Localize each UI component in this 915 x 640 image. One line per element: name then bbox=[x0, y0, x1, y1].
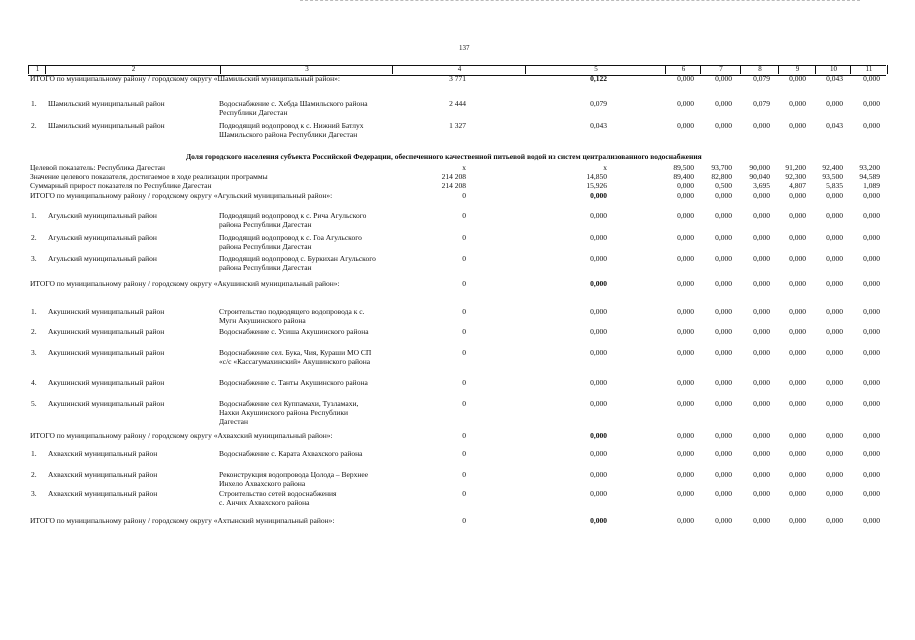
year-value-col10: 0,000 bbox=[826, 470, 843, 479]
year-value-col7: 0,000 bbox=[715, 516, 732, 525]
year-value-col10: 0,043 bbox=[826, 74, 843, 83]
project-description: Инхело Ахвахского района bbox=[219, 479, 306, 488]
project-description: района Республики Дагестан bbox=[219, 242, 312, 251]
year-value-col9: 0,000 bbox=[789, 399, 806, 408]
col5-value: 0,000 bbox=[590, 431, 607, 440]
year-value-col8: 90,000 bbox=[749, 163, 770, 172]
year-value-col10: 0,000 bbox=[826, 233, 843, 242]
year-value-col11: 0,000 bbox=[863, 470, 880, 479]
year-value-col10: 0,000 bbox=[826, 489, 843, 498]
year-value-col7: 0,000 bbox=[715, 211, 732, 220]
header-col-3: 3 bbox=[220, 65, 393, 74]
project-description: Строительство сетей водоснабжения bbox=[219, 489, 337, 498]
year-value-col9: 92,300 bbox=[785, 172, 806, 181]
project-description: Подводящий водопровод с. Буркихан Агульского bbox=[219, 254, 376, 263]
year-value-col6: 0,000 bbox=[677, 327, 694, 336]
col4-value: 214 208 bbox=[441, 181, 466, 190]
year-value-col8: 0,000 bbox=[753, 254, 770, 263]
district-name: Ахвахский муниципальный район bbox=[48, 449, 158, 458]
year-value-col11: 0,000 bbox=[863, 191, 880, 200]
year-value-col7: 0,000 bbox=[715, 327, 732, 336]
col4-value: 0 bbox=[462, 516, 466, 525]
col5-value: 0,000 bbox=[590, 470, 607, 479]
year-value-col10: 5,835 bbox=[826, 181, 843, 190]
col4-value: 0 bbox=[462, 211, 466, 220]
year-value-col11: 0,000 bbox=[863, 516, 880, 525]
year-value-col9: 0,000 bbox=[789, 121, 806, 130]
row-number: 4. bbox=[31, 378, 37, 387]
year-value-col10: 0,000 bbox=[826, 254, 843, 263]
header-col-7: 7 bbox=[700, 65, 741, 74]
year-value-col7: 0,000 bbox=[715, 254, 732, 263]
year-value-col6: 0,000 bbox=[677, 489, 694, 498]
year-value-col6: 0,000 bbox=[677, 378, 694, 387]
year-value-col8: 0,000 bbox=[753, 307, 770, 316]
row-number: 1. bbox=[31, 307, 37, 316]
year-value-col7: 0,000 bbox=[715, 470, 732, 479]
year-value-col9: 0,000 bbox=[789, 348, 806, 357]
year-value-col6: 0,000 bbox=[677, 449, 694, 458]
project-description: с. Анчих Ахвахского района bbox=[219, 498, 310, 507]
col4-value: 3 771 bbox=[449, 74, 466, 83]
col4-value: 0 bbox=[462, 378, 466, 387]
year-value-col11: 1,089 bbox=[863, 181, 880, 190]
row-number: 2. bbox=[31, 121, 37, 130]
year-value-col8: 3,695 bbox=[753, 181, 770, 190]
district-name: Ахвахский муниципальный район bbox=[48, 489, 158, 498]
year-value-col10: 0,000 bbox=[826, 99, 843, 108]
year-value-col9: 0,000 bbox=[789, 516, 806, 525]
year-value-col7: 0,000 bbox=[715, 489, 732, 498]
year-value-col11: 94,589 bbox=[859, 172, 880, 181]
row-number: 2. bbox=[31, 470, 37, 479]
year-value-col9: 0,000 bbox=[789, 254, 806, 263]
scan-edge-artifact bbox=[300, 0, 860, 2]
year-value-col10: 0,043 bbox=[826, 121, 843, 130]
section-heading: Доля городского населения субъекта Российской Федерации, обеспеченного качественной питьевой водой из систем централизованного водоснабжения bbox=[186, 152, 702, 161]
year-value-col8: 0,000 bbox=[753, 327, 770, 336]
year-value-col9: 0,000 bbox=[789, 431, 806, 440]
col5-value: 0,000 bbox=[590, 254, 607, 263]
year-value-col9: 0,000 bbox=[789, 489, 806, 498]
year-value-col8: 0,000 bbox=[753, 470, 770, 479]
year-value-col10: 0,000 bbox=[826, 378, 843, 387]
project-description: района Республики Дагестан bbox=[219, 220, 312, 229]
year-value-col10: 0,000 bbox=[826, 279, 843, 288]
header-col-1: 1 bbox=[28, 65, 46, 74]
year-value-col11: 0,000 bbox=[863, 74, 880, 83]
project-description: Шамильского района Республики Дагестан bbox=[219, 130, 358, 139]
row-number: 1. bbox=[31, 99, 37, 108]
year-value-col8: 90,040 bbox=[749, 172, 770, 181]
total-row-label: ИТОГО по муниципальному району / городскому округу «Ахтынский муниципальный район»: bbox=[30, 516, 335, 525]
year-value-col7: 82,800 bbox=[711, 172, 732, 181]
year-value-col10: 0,000 bbox=[826, 327, 843, 336]
year-value-col6: 0,000 bbox=[677, 191, 694, 200]
col5-value: 0,000 bbox=[590, 233, 607, 242]
col4-value: 0 bbox=[462, 489, 466, 498]
col4-value: 214 208 bbox=[441, 172, 466, 181]
page-number: 137 bbox=[459, 44, 470, 52]
year-value-col9: 0,000 bbox=[789, 233, 806, 242]
year-value-col6: 0,000 bbox=[677, 181, 694, 190]
col4-value: 0 bbox=[462, 191, 466, 200]
project-description: Реконструкция водопровода Цолода – Верхнее bbox=[219, 470, 369, 479]
row-number: 3. bbox=[31, 348, 37, 357]
project-description: Подводящий водопровод к с. Нижний Батлух bbox=[219, 121, 364, 130]
year-value-col9: 0,000 bbox=[789, 99, 806, 108]
year-value-col9: 0,000 bbox=[789, 327, 806, 336]
year-value-col11: 0,000 bbox=[863, 449, 880, 458]
district-name: Акушинский муниципальный район bbox=[48, 327, 165, 336]
header-col-4: 4 bbox=[392, 65, 526, 74]
year-value-col11: 0,000 bbox=[863, 279, 880, 288]
indicator-row-label: Целевой показатель: Республика Дагестан bbox=[30, 163, 166, 172]
year-value-col11: 0,000 bbox=[863, 399, 880, 408]
col5-value: 0,000 bbox=[590, 279, 607, 288]
header-col-2: 2 bbox=[45, 65, 221, 74]
project-description: «с/с «Кассагумахинский» Акушинского района bbox=[219, 357, 371, 366]
year-value-col6: 0,000 bbox=[677, 399, 694, 408]
row-number: 3. bbox=[31, 254, 37, 263]
district-name: Ахвахский муниципальный район bbox=[48, 470, 158, 479]
project-description: Дагестан bbox=[219, 417, 248, 426]
district-name: Агульский муниципальный район bbox=[48, 211, 157, 220]
col5-value: 0,000 bbox=[590, 489, 607, 498]
year-value-col7: 0,500 bbox=[715, 181, 732, 190]
year-value-col11: 0,000 bbox=[863, 489, 880, 498]
col4-value: 1 327 bbox=[449, 121, 466, 130]
col4-value: 0 bbox=[462, 348, 466, 357]
year-value-col11: 0,000 bbox=[863, 327, 880, 336]
col4-value: 2 444 bbox=[449, 99, 466, 108]
year-value-col11: 0,000 bbox=[863, 431, 880, 440]
year-value-col11: 93,200 bbox=[859, 163, 880, 172]
year-value-col7: 0,000 bbox=[715, 431, 732, 440]
year-value-col11: 0,000 bbox=[863, 254, 880, 263]
project-description: Водоснабжение с. Усиша Акушинского района bbox=[219, 327, 369, 336]
project-description: Подводящий водопровод к с. Гоа Агульского bbox=[219, 233, 362, 242]
year-value-col7: 0,000 bbox=[715, 233, 732, 242]
year-value-col7: 93,700 bbox=[711, 163, 732, 172]
year-value-col11: 0,000 bbox=[863, 307, 880, 316]
year-value-col7: 0,000 bbox=[715, 378, 732, 387]
year-value-col8: 0,000 bbox=[753, 449, 770, 458]
year-value-col8: 0,000 bbox=[753, 489, 770, 498]
year-value-col6: 0,000 bbox=[677, 74, 694, 83]
year-value-col9: 0,000 bbox=[789, 470, 806, 479]
year-value-col6: 0,000 bbox=[677, 279, 694, 288]
col5-value: 0,000 bbox=[590, 327, 607, 336]
row-number: 1. bbox=[31, 449, 37, 458]
year-value-col10: 0,000 bbox=[826, 516, 843, 525]
year-value-col9: 91,200 bbox=[785, 163, 806, 172]
year-value-col8: 0,000 bbox=[753, 378, 770, 387]
col5-value: 15,926 bbox=[586, 181, 607, 190]
total-row-label: ИТОГО по муниципальному району / городскому округу «Ахвахский муниципальный район»: bbox=[30, 431, 333, 440]
row-number: 2. bbox=[31, 233, 37, 242]
year-value-col11: 0,000 bbox=[863, 348, 880, 357]
project-description: района Республики Дагестан bbox=[219, 263, 312, 272]
project-description: Республики Дагестан bbox=[219, 108, 288, 117]
year-value-col7: 0,000 bbox=[715, 348, 732, 357]
header-col-5: 5 bbox=[525, 65, 666, 74]
col4-value: 0 bbox=[462, 449, 466, 458]
year-value-col11: 0,000 bbox=[863, 233, 880, 242]
district-name: Акушинский муниципальный район bbox=[48, 307, 165, 316]
year-value-col9: 0,000 bbox=[789, 307, 806, 316]
project-description: Нахки Акушинского района Республики bbox=[219, 408, 349, 417]
header-col-6: 6 bbox=[665, 65, 701, 74]
col4-value: x bbox=[462, 163, 466, 172]
year-value-col6: 0,000 bbox=[677, 431, 694, 440]
year-value-col8: 0,000 bbox=[753, 233, 770, 242]
col5-value: 0,122 bbox=[590, 74, 607, 83]
col4-value: 0 bbox=[462, 399, 466, 408]
col5-value: 0,000 bbox=[590, 516, 607, 525]
indicator-row-label: Значение целевого показателя, достигаемое в ходе реализации программы bbox=[30, 172, 268, 181]
header-col-8: 8 bbox=[740, 65, 779, 74]
district-name: Шамильский муниципальный район bbox=[48, 99, 165, 108]
year-value-col9: 4,807 bbox=[789, 181, 806, 190]
year-value-col8: 0,000 bbox=[753, 191, 770, 200]
year-value-col9: 0,000 bbox=[789, 74, 806, 83]
year-value-col6: 0,000 bbox=[677, 348, 694, 357]
year-value-col6: 0,000 bbox=[677, 99, 694, 108]
year-value-col6: 0,000 bbox=[677, 233, 694, 242]
year-value-col10: 0,000 bbox=[826, 211, 843, 220]
year-value-col8: 0,000 bbox=[753, 348, 770, 357]
col5-value: x bbox=[603, 163, 607, 172]
year-value-col6: 0,000 bbox=[677, 470, 694, 479]
row-number: 2. bbox=[31, 327, 37, 336]
project-description: Подводящий водопровод к с. Рича Агульского bbox=[219, 211, 367, 220]
row-number: 3. bbox=[31, 489, 37, 498]
year-value-col8: 0,000 bbox=[753, 516, 770, 525]
year-value-col7: 0,000 bbox=[715, 99, 732, 108]
district-name: Агульский муниципальный район bbox=[48, 233, 157, 242]
year-value-col6: 89,400 bbox=[673, 172, 694, 181]
col5-value: 0,000 bbox=[590, 307, 607, 316]
year-value-col6: 0,000 bbox=[677, 121, 694, 130]
year-value-col7: 0,000 bbox=[715, 449, 732, 458]
year-value-col8: 0,000 bbox=[753, 121, 770, 130]
year-value-col10: 0,000 bbox=[826, 449, 843, 458]
year-value-col7: 0,000 bbox=[715, 399, 732, 408]
project-description: Мугн Акушинского района bbox=[219, 316, 306, 325]
year-value-col7: 0,000 bbox=[715, 74, 732, 83]
col5-value: 0,000 bbox=[590, 348, 607, 357]
district-name: Шамильский муниципальный район bbox=[48, 121, 165, 130]
year-value-col8: 0,079 bbox=[753, 99, 770, 108]
year-value-col9: 0,000 bbox=[789, 191, 806, 200]
year-value-col10: 93,500 bbox=[822, 172, 843, 181]
col5-value: 0,079 bbox=[590, 99, 607, 108]
year-value-col9: 0,000 bbox=[789, 449, 806, 458]
row-number: 5. bbox=[31, 399, 37, 408]
year-value-col11: 0,000 bbox=[863, 99, 880, 108]
total-row-label: ИТОГО по муниципальному району / городскому округу «Шамильский муниципальный район»: bbox=[30, 74, 340, 83]
year-value-col10: 0,000 bbox=[826, 431, 843, 440]
year-value-col6: 0,000 bbox=[677, 516, 694, 525]
total-row-label: ИТОГО по муниципальному району / городскому округу «Акушинский муниципальный район»: bbox=[30, 279, 340, 288]
year-value-col10: 92,400 bbox=[822, 163, 843, 172]
year-value-col8: 0,000 bbox=[753, 279, 770, 288]
year-value-col9: 0,000 bbox=[789, 211, 806, 220]
project-description: Водоснабжение с. Карата Ахвахского района bbox=[219, 449, 363, 458]
project-description: Водоснабжение с. Танты Акушинского района bbox=[219, 378, 368, 387]
year-value-col10: 0,000 bbox=[826, 307, 843, 316]
project-description: Водоснабжение сел Куппамахи, Тузламахи, bbox=[219, 399, 359, 408]
year-value-col11: 0,000 bbox=[863, 378, 880, 387]
header-col-11: 11 bbox=[850, 65, 888, 74]
row-number: 1. bbox=[31, 211, 37, 220]
year-value-col7: 0,000 bbox=[715, 279, 732, 288]
project-description: Строительство подводящего водопровода к с. bbox=[219, 307, 365, 316]
year-value-col10: 0,000 bbox=[826, 191, 843, 200]
indicator-row-label: Суммарный прирост показателя по Республике Дагестан bbox=[30, 181, 212, 190]
year-value-col7: 0,000 bbox=[715, 191, 732, 200]
district-name: Акушинский муниципальный район bbox=[48, 399, 165, 408]
col4-value: 0 bbox=[462, 327, 466, 336]
header-col-9: 9 bbox=[778, 65, 816, 74]
col5-value: 0,043 bbox=[590, 121, 607, 130]
district-name: Акушинский муниципальный район bbox=[48, 378, 165, 387]
year-value-col8: 0,000 bbox=[753, 399, 770, 408]
district-name: Агульский муниципальный район bbox=[48, 254, 157, 263]
year-value-col7: 0,000 bbox=[715, 307, 732, 316]
project-description: Водоснабжение сел. Бука, Чия, Кураши МО СП bbox=[219, 348, 372, 357]
col5-value: 0,000 bbox=[590, 211, 607, 220]
total-row-label: ИТОГО по муниципальному району / городскому округу «Агульский муниципальный район»: bbox=[30, 191, 333, 200]
col5-value: 14,850 bbox=[586, 172, 607, 181]
year-value-col11: 0,000 bbox=[863, 121, 880, 130]
col4-value: 0 bbox=[462, 470, 466, 479]
project-description: Водоснабжение с. Хебда Шамильского района bbox=[219, 99, 368, 108]
year-value-col6: 0,000 bbox=[677, 254, 694, 263]
header-col-10: 10 bbox=[815, 65, 851, 74]
col4-value: 0 bbox=[462, 233, 466, 242]
year-value-col11: 0,000 bbox=[863, 211, 880, 220]
col5-value: 0,000 bbox=[590, 378, 607, 387]
col4-value: 0 bbox=[462, 307, 466, 316]
year-value-col7: 0,000 bbox=[715, 121, 732, 130]
year-value-col6: 0,000 bbox=[677, 307, 694, 316]
year-value-col8: 0,000 bbox=[753, 211, 770, 220]
col5-value: 0,000 bbox=[590, 191, 607, 200]
year-value-col10: 0,000 bbox=[826, 348, 843, 357]
year-value-col9: 0,000 bbox=[789, 279, 806, 288]
year-value-col10: 0,000 bbox=[826, 399, 843, 408]
district-name: Акушинский муниципальный район bbox=[48, 348, 165, 357]
year-value-col6: 89,500 bbox=[673, 163, 694, 172]
year-value-col8: 0,079 bbox=[753, 74, 770, 83]
year-value-col8: 0,000 bbox=[753, 431, 770, 440]
col4-value: 0 bbox=[462, 431, 466, 440]
col4-value: 0 bbox=[462, 254, 466, 263]
col5-value: 0,000 bbox=[590, 449, 607, 458]
col4-value: 0 bbox=[462, 279, 466, 288]
year-value-col9: 0,000 bbox=[789, 378, 806, 387]
year-value-col6: 0,000 bbox=[677, 211, 694, 220]
col5-value: 0,000 bbox=[590, 399, 607, 408]
